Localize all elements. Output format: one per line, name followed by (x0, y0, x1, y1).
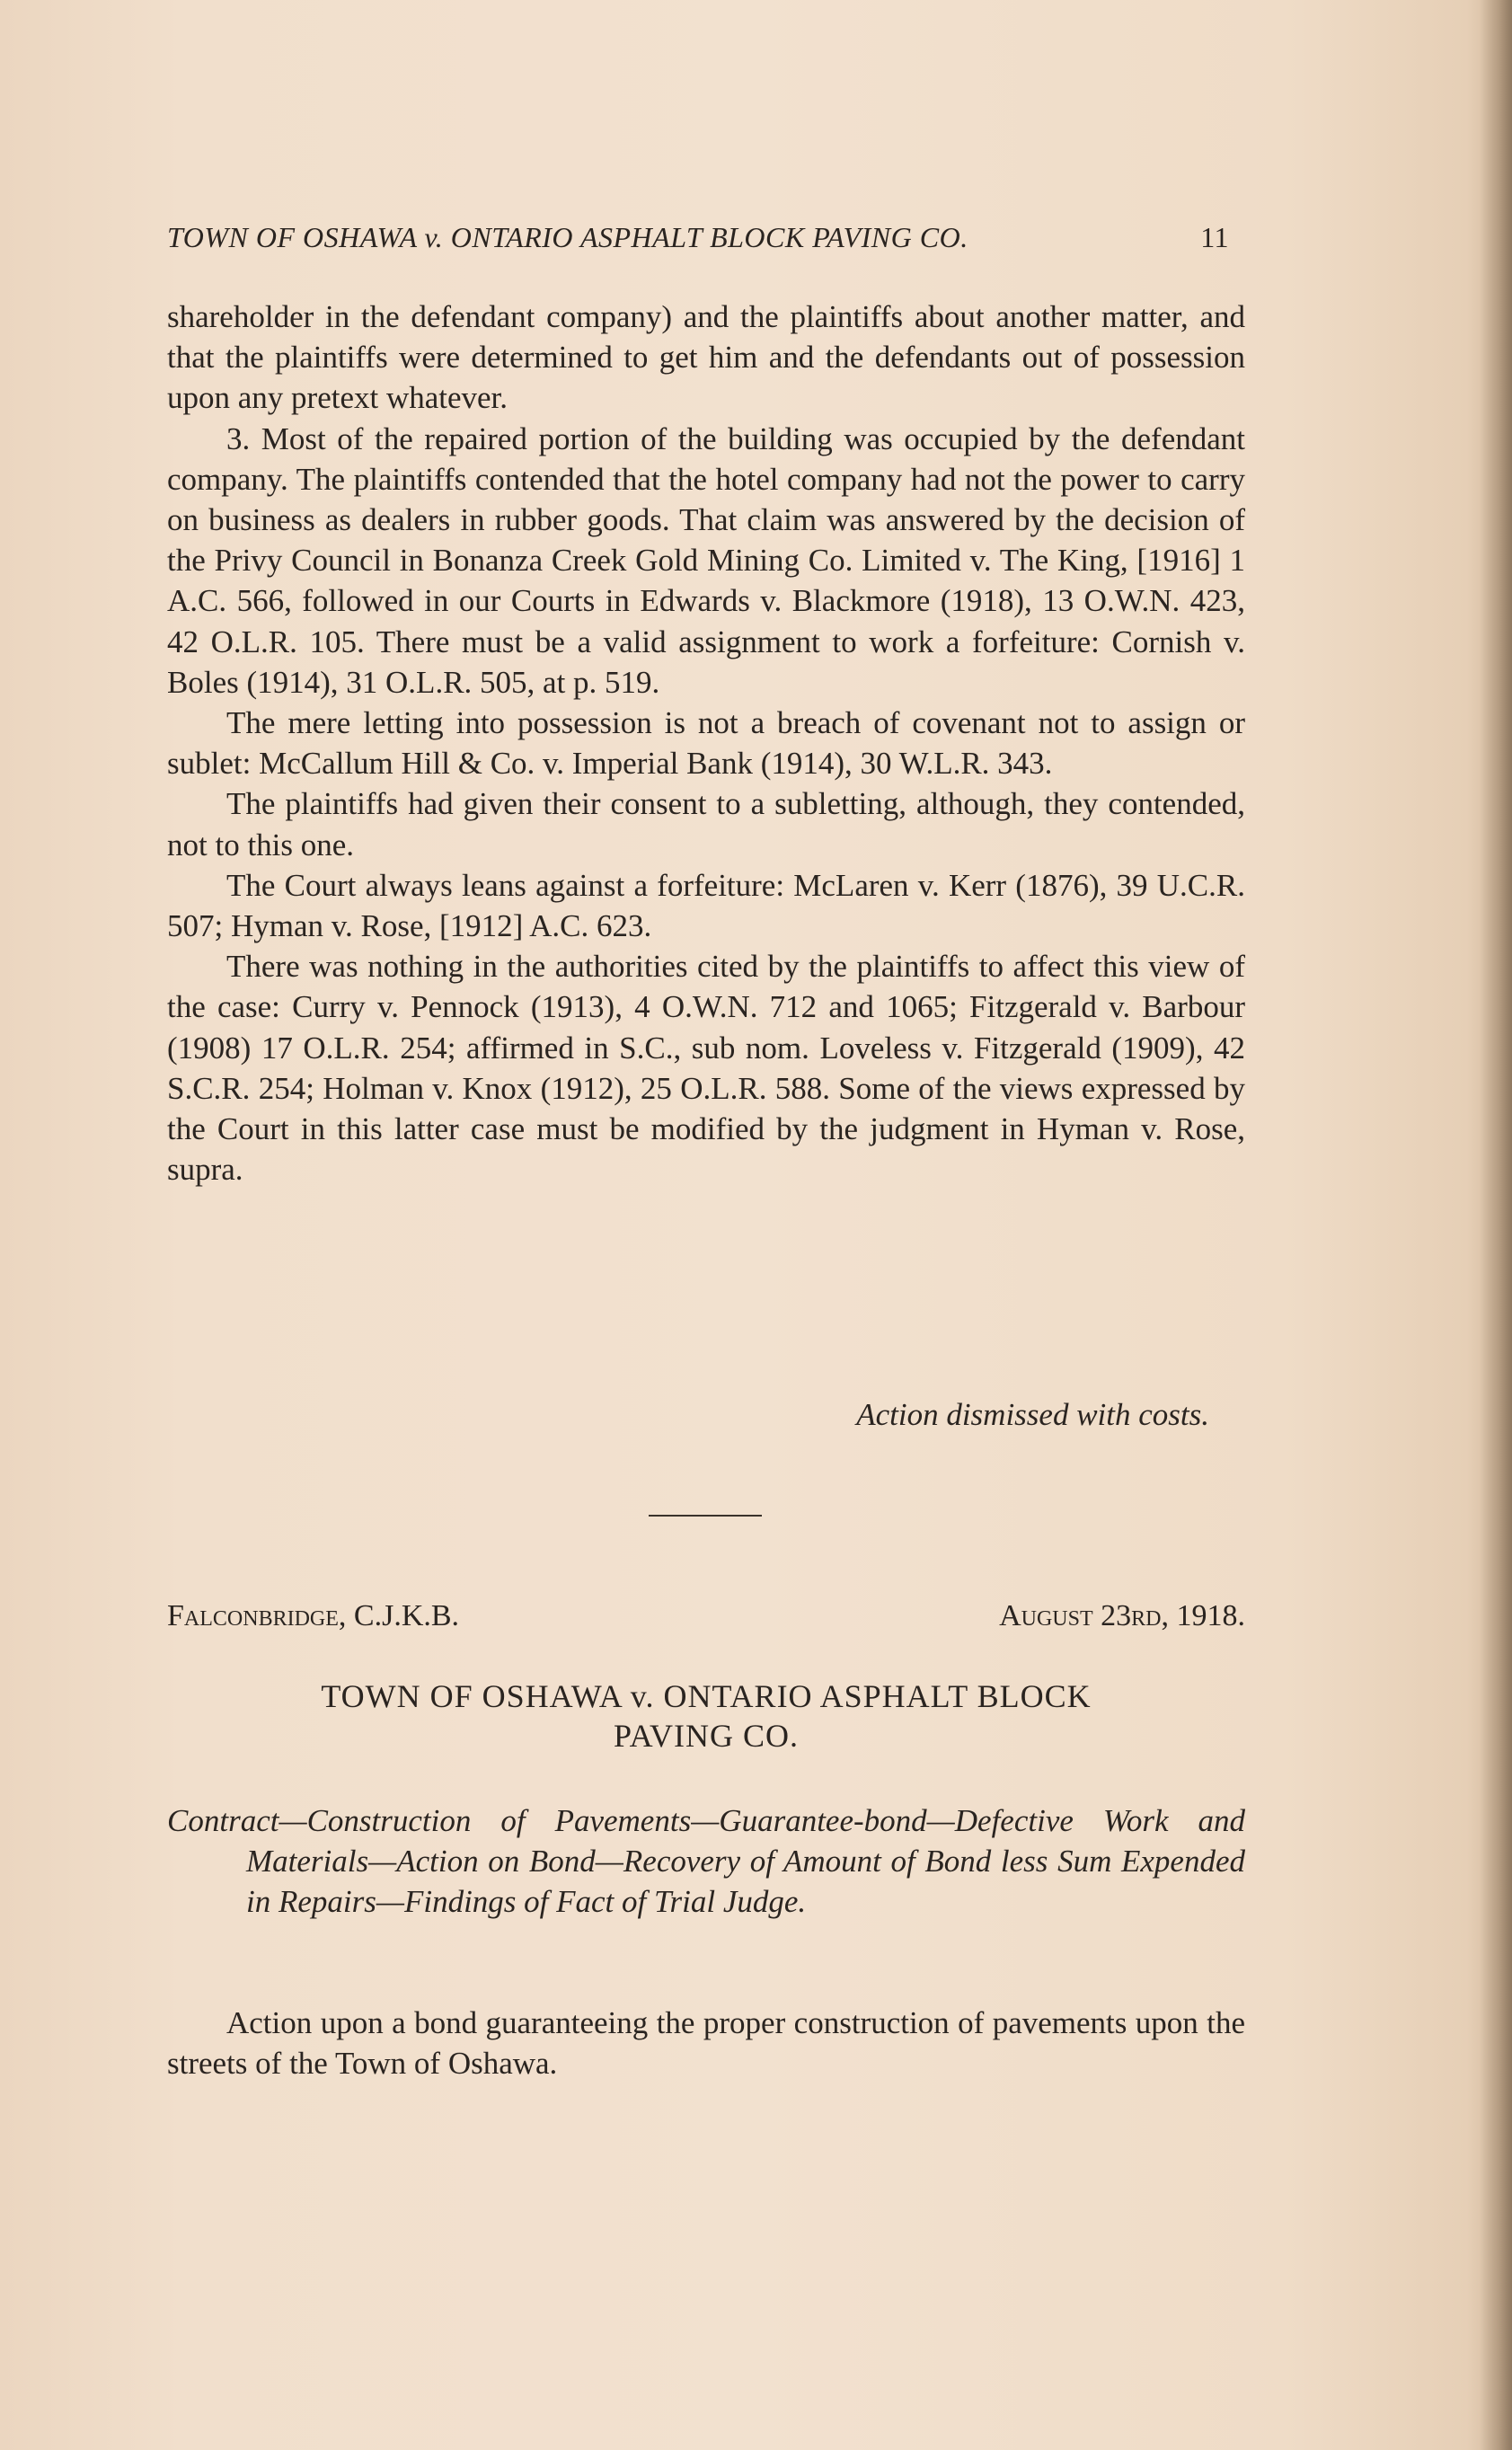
headnote: Contract—Construction of Pavements—Guarantee-bond—Defective Work and Materials—Action on Bond—Recovery of Amount of Bond less Sum Expended in Repairs—Findings of Fact of Trial Judge. (167, 1803, 1245, 1919)
page-edge-shadow (1480, 0, 1512, 2450)
intro-paragraph: Action upon a bond guaranteeing the proper construction of pavements upon the streets of the Town of Oshawa. (167, 2005, 1245, 2081)
body-text (167, 296, 1245, 1190)
decision-date: August 23rd, 1918. (999, 1599, 1245, 1632)
running-head (167, 221, 1229, 257)
case-title-line: PAVING CO. (613, 1718, 800, 1754)
running-head-title: TOWN OF OSHAWA v. ONTARIO ASPHALT BLOCK PAVING CO. (167, 221, 968, 253)
paragraph: There was nothing in the authorities cited by the plaintiffs to affect this view of the case: Curry v. Pennock (1913), 4 O.W.N. 712 and 1065; Fitzgerald v. Barbour (1908) 17 O.L.R. 254; affirmed in S.C., sub nom. Loveless v. Fitzgerald (1909), 42 S.C.R. 254; Holman v. Knox (1912), 25 O.L.R. 588. Some of the views expressed by the Court in this latter case must be modified by the judgment in Hyman v. Rose, supra. (167, 949, 1245, 1188)
case-title-line: TOWN OF OSHAWA v. ONTARIO ASPHALT BLOCK (321, 1678, 1092, 1714)
section-divider (649, 1515, 762, 1517)
paragraph: The Court always leans against a forfeiture: McLaren v. Kerr (1876), 39 U.C.R. 507; Hyman v. Rose, [1912] A.C. 623. (167, 867, 1245, 944)
judge-date-line (167, 1599, 1245, 1639)
verdict: Action dismissed with costs. (856, 1397, 1209, 1432)
page-number: 11 (1200, 221, 1229, 253)
judge-name: Falconbridge, C.J.K.B. (167, 1599, 460, 1632)
case-title (167, 1676, 1245, 1756)
paragraph: The plaintiffs had given their consent to a subletting, although, they contended, not to this one. (167, 786, 1245, 862)
paragraph: 3. Most of the repaired portion of the building was occupied by the defendant company. The plaintiffs contended that the hotel company had not the power to carry on business as dealers in rubber goods. That claim was answered by the decision of the Privy Council in Bonanza Creek Gold Mining Co. Limited v. The King, [1916] 1 A.C. 566, followed in our Courts in Edwards v. Blackmore (1918), 13 O.W.N. 423, 42 O.L.R. 105. There must be a valid assignment to work a forfeiture: Cornish v. Boles (1914), 31 O.L.R. 505, at p. 519. (167, 420, 1245, 700)
paragraph: shareholder in the defendant company) and the plaintiffs about another matter, and that the plaintiffs were determined to get him and the defendants out of possession upon any pretext whatever. (167, 299, 1245, 416)
paragraph: The mere letting into possession is not a breach of covenant not to assign or sublet: McCallum Hill & Co. v. Imperial Bank (1914), 30 W.L.R. 343. (167, 705, 1245, 782)
